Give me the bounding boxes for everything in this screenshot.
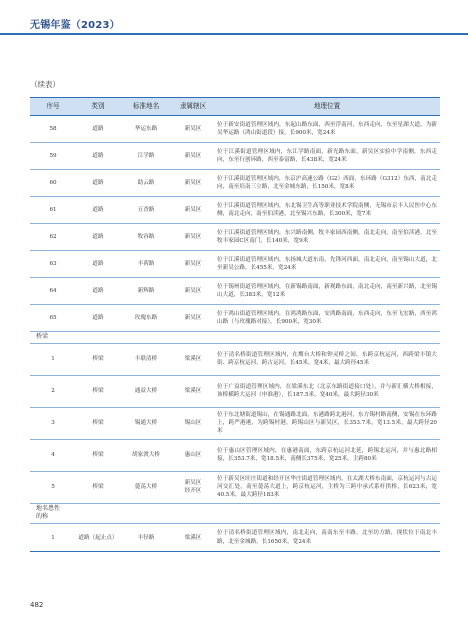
row-district: 梁溪区 <box>172 524 214 552</box>
page-number: 482 <box>30 601 44 609</box>
row-number: 60 <box>30 170 76 197</box>
row-standard-name: 新辉路 <box>120 278 172 305</box>
table-row <box>30 407 440 439</box>
row-standard-name: 华运东路 <box>120 116 172 143</box>
table-row <box>30 116 440 143</box>
table-row <box>30 439 440 471</box>
row-standard-name: 通益大桥 <box>120 375 172 407</box>
row-category: 桥梁 <box>76 471 120 503</box>
row-district: 新吴区 <box>172 305 214 332</box>
row-location: 位于江溪街道管理区域内，东江学路南面，新光路东面，新吴区实验中学南侧，东西走向，东至行创环路，西至泰富路，长438米，宽24米 <box>214 143 440 170</box>
row-standard-name: 玫瑰东路 <box>120 305 172 332</box>
row-category: 道路 <box>76 197 120 224</box>
table-row <box>30 251 440 278</box>
row-category: 道路 <box>76 116 120 143</box>
row-number: 4 <box>30 439 76 471</box>
row-location: 位于江溪街道管理区域内，东北锡卫生高等职业技术学院南侧，无锡市京丰人民医中心东侧，南北走向，南至伯渎港，北至锡兴东路，长300米，宽7米 <box>214 197 440 224</box>
table-header-row <box>30 98 440 116</box>
col-header-category: 类别 <box>76 98 120 116</box>
row-number: 63 <box>30 251 76 278</box>
row-location: 位于惠山区管理区域内，在惠港南面，东跨京杭运河北延，跨锡北运河，并与惠北路相接，长353.7米，宽18.5米，南侧长375米，宽25米，主跨80米 <box>214 439 440 471</box>
row-location: 位于锡州街道管理区域内，在新锡路南面，新观路东面，南北走向，南至新兴路，北至锡山大道，长383米，宽12米 <box>214 278 440 305</box>
row-number: 1 <box>30 524 76 552</box>
row-district: 新吴区 <box>172 116 214 143</box>
row-category: 桥梁 <box>76 407 120 439</box>
table-row <box>30 170 440 197</box>
row-location: 位于清名桥街道管理区域内，南北走向，南南东至丰路，北至坊方路，现状位于南北丰路，北至金城路，长1650米，宽24米 <box>214 524 440 552</box>
row-category: 道路 <box>76 251 120 278</box>
row-location: 位于东北塘街道锡山，在锡通路北面，东港路跨北港河，东方锡村路南侧，安锡在东环路上，跨严港港，为跨锡村港，跨锡山区与新吴区，长353.7米，宽13.5米，最大跨径20米 <box>214 407 440 439</box>
row-district: 新吴区 <box>172 278 214 305</box>
row-standard-name: 丰荷路 <box>120 251 172 278</box>
yearbook-header: 无锡年鉴（2023） <box>30 20 120 31</box>
row-district: 新吴区 <box>172 197 214 224</box>
row-category: 道路 <box>76 170 120 197</box>
row-standard-name: 助云路 <box>120 170 172 197</box>
row-number: 64 <box>30 278 76 305</box>
row-location: 位于新安街道管理区域内，东起山路东面，西至浮南河，东西走向，东至星湖大道，为新吴华运路（鸿山街道段）接，长900米，宽24米 <box>214 116 440 143</box>
row-number: 65 <box>30 305 76 332</box>
row-category: 道路 <box>76 143 120 170</box>
table-row <box>30 224 440 251</box>
table-body <box>30 116 440 552</box>
row-standard-name: 五香路 <box>120 197 172 224</box>
row-location: 位于江溪街道管理区域内，东扬城大道东南，先锋河西面，南北走向，南至锡山大道，北至新吴公路，长455米，宽24米 <box>214 251 440 278</box>
row-district: 新吴区 <box>172 170 214 197</box>
row-category: 桥梁 <box>76 375 120 407</box>
row-location: 位于清名桥街道管理区域内，在鹰台大桥和钟灵桥之间，东跨京杭运河，西跨梁丰镇大街、跨京杭运河，跨古运河，长45米，宽4米，最大跨径45米 <box>214 343 440 375</box>
row-standard-name: 丰联清桥 <box>120 343 172 375</box>
row-district: 新吴区 <box>172 224 214 251</box>
row-district: 梁溪区 <box>172 343 214 375</box>
row-location: 位于广益街道管理区域内，在梁溪东北（北京东路街道接口处），并与新汇横大桥相接，该桥横跨大运河（申准港），长187.5米，宽40米，最大跨径30米 <box>214 375 440 407</box>
row-number: 3 <box>30 407 76 439</box>
row-category: 道路（起止点） <box>76 524 120 552</box>
row-number: 5 <box>30 471 76 503</box>
table-row <box>30 197 440 224</box>
row-district: 新吴区 <box>172 251 214 278</box>
row-number: 62 <box>30 224 76 251</box>
row-category: 道路 <box>76 278 120 305</box>
row-category: 桥梁 <box>76 439 120 471</box>
section-row <box>30 503 440 523</box>
row-category: 桥梁 <box>76 343 120 375</box>
table-row <box>30 278 440 305</box>
row-standard-name: 锡通大桥 <box>120 407 172 439</box>
table-row <box>30 375 440 407</box>
row-district: 惠山区 <box>172 439 214 471</box>
row-category: 道路 <box>76 305 120 332</box>
section-label: 桥梁 <box>30 332 440 344</box>
continued-label: （续表） <box>30 80 60 89</box>
col-header-location: 地理位置 <box>214 98 440 116</box>
table-row <box>30 524 440 552</box>
row-location: 位于鸿山街道管理区域内，在鸿鸿路东面，安鸿路南面，东西走向，东至飞宏路，西至鸿山路（与玫瑰路对接），长900米，宽30米 <box>214 305 440 332</box>
row-number: 1 <box>30 343 76 375</box>
row-standard-name: 丰径路 <box>120 524 172 552</box>
row-location: 位于新吴区旺庄街道和经开区华庄街道管理区域内，在太湖大桥东南面，京杭运河与古运河交汇处，南至蓖荡大道上，跨京杭运河，主桥为三跨中承式系杆拱桥，长623米，宽40.5米，最大跨径183米 <box>214 471 440 503</box>
row-district: 新吴区 <box>172 143 214 170</box>
place-names-table <box>30 97 440 552</box>
row-standard-name: 牧容路 <box>120 224 172 251</box>
table-row <box>30 471 440 503</box>
row-location: 位于江溪街道管理区域内，东兴路南侧，牧丰家园西南侧，南北走向，南至伯渎港，北至牧丰家园C区南门，长140米，宽9米 <box>214 224 440 251</box>
row-standard-name: 胡家渡大桥 <box>120 439 172 471</box>
header-rule <box>0 33 468 35</box>
row-location: 位于江溪街道管理区域内，东京沪高速公路（G2）西面，东环路（G312）东西，南北走向，南至培南三立路，北至金城东路，长150米，宽8米 <box>214 170 440 197</box>
row-category: 道路 <box>76 224 120 251</box>
col-header-name: 标准地名 <box>120 98 172 116</box>
col-header-district: 隶属辖区 <box>172 98 214 116</box>
row-district: 梁溪区 <box>172 375 214 407</box>
col-header-no: 序号 <box>30 98 76 116</box>
table-row <box>30 305 440 332</box>
row-number: 2 <box>30 375 76 407</box>
row-number: 61 <box>30 197 76 224</box>
section-row <box>30 332 440 344</box>
row-number: 58 <box>30 116 76 143</box>
table-row <box>30 143 440 170</box>
row-standard-name: 蓖荡大桥 <box>120 471 172 503</box>
row-district: 锡山区 <box>172 407 214 439</box>
row-district: 新吴区 经开区 <box>172 471 214 503</box>
row-number: 59 <box>30 143 76 170</box>
section-label: 地名患性 的称 <box>30 503 440 523</box>
row-standard-name: 江学路 <box>120 143 172 170</box>
table-row <box>30 343 440 375</box>
